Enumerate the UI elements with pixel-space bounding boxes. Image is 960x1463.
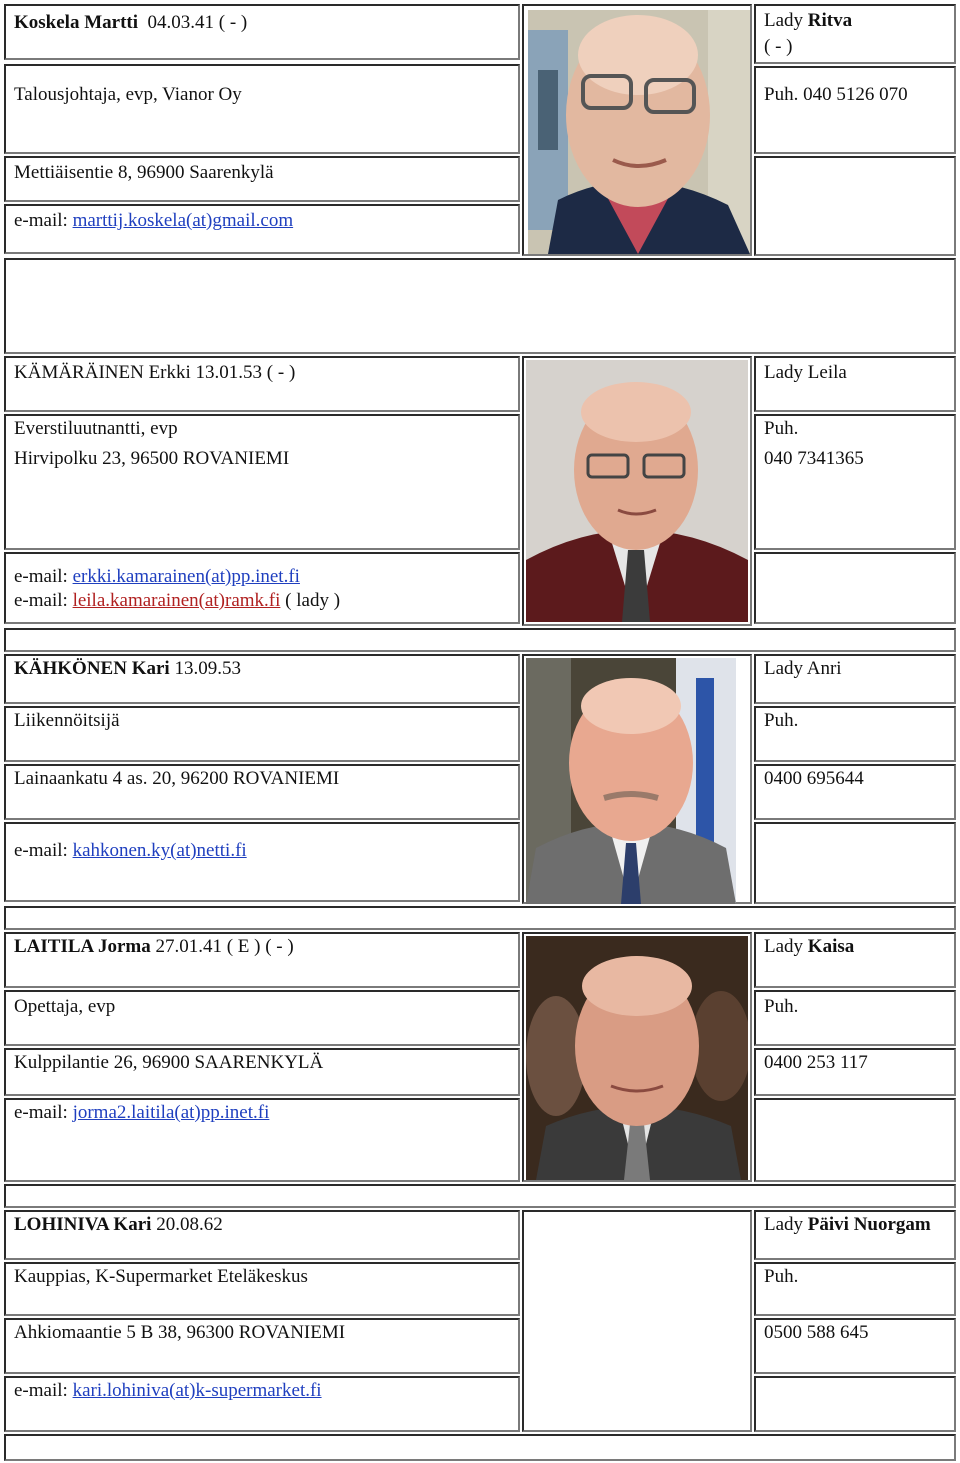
member1-email-label: e-mail:: [14, 210, 73, 231]
member3-email-label: e-mail:: [14, 840, 73, 861]
member5-dates: 20.08.62: [151, 1214, 223, 1235]
member1-email-link[interactable]: marttij.koskela(at)gmail.com: [72, 210, 294, 231]
member5-photo-cell: [522, 1210, 752, 1432]
member5-email-link[interactable]: kari.lohiniva(at)k-supermarket.fi: [72, 1380, 322, 1401]
member3-lady-cell: [754, 654, 956, 704]
member4-lady-prefix: Lady: [764, 936, 808, 957]
spacer-row-5: [4, 1434, 956, 1461]
member1-photo-cell: [522, 4, 752, 256]
member4-portrait: [526, 936, 748, 1180]
member2-address: Hirvipolku 23, 96500 ROVANIEMI: [14, 448, 290, 469]
member1-title-cell: [4, 64, 520, 154]
member1-address-cell: [4, 156, 520, 202]
member3-address: Lainaankatu 4 as. 20, 96200 ROVANIEMI: [14, 768, 340, 789]
member4-phone-label-cell: [754, 990, 956, 1046]
member5-phone: 0500 588 645: [764, 1322, 869, 1343]
member2-title: Everstiluutnantti, evp: [14, 418, 178, 439]
member2-dates: 13.01.53 ( - ): [190, 362, 296, 383]
member4-address-cell: [4, 1048, 520, 1096]
member4-phone-cell: [754, 1048, 956, 1096]
member1-phone: Puh. 040 5126 070: [764, 84, 908, 105]
member4-lady-name: Kaisa: [807, 936, 855, 957]
member4-lady-cell: [754, 932, 956, 988]
member1-email-cell: [4, 204, 520, 254]
member2-lady-prefix: Lady: [764, 362, 808, 383]
member2-email2-link[interactable]: leila.kamarainen(at)ramk.fi: [72, 590, 281, 611]
member2-email-label: e-mail:: [14, 566, 73, 587]
member5-phone-cell: [754, 1318, 956, 1374]
member5-name-cell: [4, 1210, 520, 1260]
member2-email2-suffix: ( lady ): [280, 590, 341, 611]
member1-phone-cell: [754, 66, 956, 154]
member3-dates: 13.09.53: [169, 658, 241, 679]
member2-phone-label: Puh.: [764, 418, 799, 439]
member5-empty-cell: [754, 1376, 956, 1432]
member2-surname: KÄMÄRÄINEN Erkki: [14, 362, 191, 383]
member3-portrait: [526, 658, 736, 904]
member1-dates: 04.03.41 ( - ): [138, 12, 248, 33]
member3-name-cell: [4, 654, 520, 704]
member1-portrait: [528, 10, 750, 254]
spacer-row-4: [4, 1184, 956, 1208]
member4-email-label: e-mail:: [14, 1102, 73, 1123]
member4-email-link[interactable]: jorma2.laitila(at)pp.inet.fi: [72, 1102, 270, 1123]
member4-title: Opettaja, evp: [14, 996, 116, 1017]
member4-photo-cell: [522, 932, 752, 1182]
member4-address: Kulppilantie 26, 96900 SAARENKYLÄ: [14, 1052, 324, 1073]
member3-surname: KÄHKÖNEN Kari: [14, 658, 170, 679]
member1-lady-extra: ( - ): [764, 36, 793, 57]
spacer-row-2: [4, 628, 956, 652]
member3-photo-cell: [522, 654, 752, 904]
member3-phone-label: Puh.: [764, 710, 799, 731]
member1-surname: Koskela Martti: [14, 12, 139, 33]
member5-lady-name: Päivi Nuorgam: [807, 1214, 931, 1235]
member2-details-cell: [4, 414, 520, 550]
member5-surname: LOHINIVA Kari: [14, 1214, 152, 1235]
member5-phone-label: Puh.: [764, 1266, 799, 1287]
member3-email-link[interactable]: kahkonen.ky(at)netti.fi: [72, 840, 247, 861]
member1-lady-name: Ritva: [807, 10, 853, 31]
member3-title-cell: [4, 706, 520, 762]
member4-title-cell: [4, 990, 520, 1046]
member1-empty-cell: [754, 156, 956, 256]
spacer-row-1: [4, 258, 956, 354]
member1-lady-prefix: Lady: [764, 10, 808, 31]
member2-lady-cell: [754, 356, 956, 412]
member4-name-cell: [4, 932, 520, 988]
member3-lady-prefix: Lady: [764, 658, 807, 679]
member3-phone: 0400 695644: [764, 768, 864, 789]
member3-title: Liikennöitsijä: [14, 710, 120, 731]
member2-email2-label: e-mail:: [14, 590, 73, 611]
spacer-row-3: [4, 906, 956, 930]
member2-lady-name: Leila: [807, 362, 847, 383]
member4-dates: 27.01.41 ( E ) ( - ): [150, 936, 294, 957]
member3-phone-cell: [754, 764, 956, 820]
member5-lady-cell: [754, 1210, 956, 1260]
member2-phone: 040 7341365: [764, 448, 864, 469]
member4-phone: 0400 253 117: [764, 1052, 868, 1073]
member3-address-cell: [4, 764, 520, 820]
member2-photo-cell: [522, 356, 752, 626]
member1-title: Talousjohtaja, evp, Vianor Oy: [14, 84, 242, 105]
member5-email-label: e-mail:: [14, 1380, 73, 1401]
member5-title-cell: [4, 1262, 520, 1316]
member5-phone-label-cell: [754, 1262, 956, 1316]
member2-email-cell: [4, 552, 520, 624]
member2-name-cell: [4, 356, 520, 412]
member1-address: Mettiäisentie 8, 96900 Saarenkylä: [14, 162, 274, 183]
member4-phone-label: Puh.: [764, 996, 799, 1017]
member5-title: Kauppias, K-Supermarket Eteläkeskus: [14, 1266, 308, 1287]
member5-email-cell: [4, 1376, 520, 1432]
member5-address: Ahkiomaantie 5 B 38, 96300 ROVANIEMI: [14, 1322, 346, 1343]
member5-address-cell: [4, 1318, 520, 1374]
member4-empty-cell: [754, 1098, 956, 1182]
member4-surname: LAITILA Jorma: [14, 936, 151, 957]
member4-email-cell: [4, 1098, 520, 1182]
member3-phone-label-cell: [754, 706, 956, 762]
member5-lady-prefix: Lady: [764, 1214, 808, 1235]
member3-email-cell: [4, 822, 520, 902]
member2-phone-cell: [754, 414, 956, 550]
member3-lady-name: Anri: [806, 658, 842, 679]
member2-email-link[interactable]: erkki.kamarainen(at)pp.inet.fi: [72, 566, 300, 587]
member2-portrait: [526, 360, 748, 622]
member1-lady-cell: [754, 4, 956, 64]
member2-empty-cell: [754, 552, 956, 624]
member1-name-cell: [4, 4, 520, 60]
member3-empty-cell: [754, 822, 956, 904]
